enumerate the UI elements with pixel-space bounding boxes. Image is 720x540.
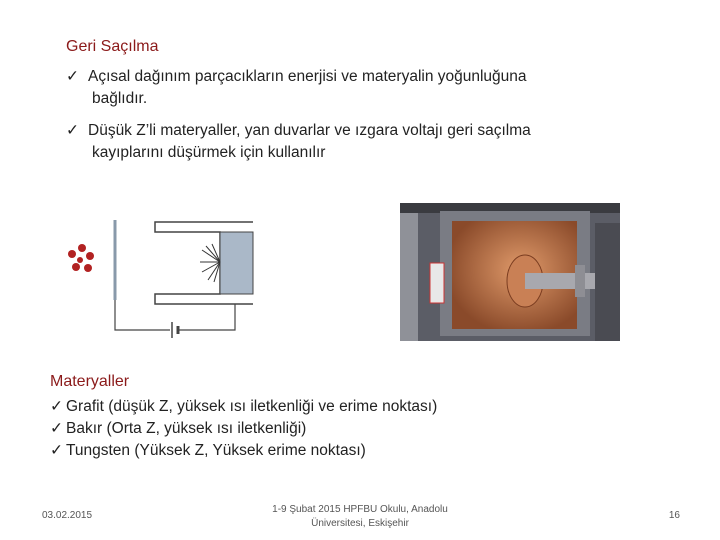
beam-dump-photo (400, 203, 620, 341)
checkmark-icon: ✓ (66, 68, 79, 85)
scatter-arrows (200, 244, 220, 282)
list-item-text: Tungsten (Yüksek Z, Yüksek erime noktası) (66, 442, 366, 459)
bullet-text-cont: kayıplarını düşürmek için kullanılır (92, 144, 326, 161)
bullet-item (66, 120, 666, 164)
section-heading-backscatter: Geri Saçılma (66, 38, 159, 55)
footer-event (250, 503, 470, 531)
bullet-text: Açısal dağınım parçacıkların enerjisi ve materyalin yoğunluğuna (88, 68, 527, 85)
footer-date: 03.02.2015 (42, 510, 93, 521)
collector-back-plate (220, 232, 253, 294)
list-item-text: Bakır (Orta Z, yüksek ısı iletkenliği) (66, 420, 307, 437)
materials-list (50, 396, 650, 462)
bullet-text-cont: bağlıdır. (92, 90, 148, 107)
bullet-item (66, 66, 666, 110)
bullet-text: Düşük Z’li materyaller, yan duvarlar ve ızgara voltajı geri saçılma (88, 122, 531, 139)
checkmark-icon: ✓ (50, 420, 63, 437)
list-item-text: Grafit (düşük Z, yüksek ısı iletkenliği ve erime noktası) (66, 398, 438, 415)
page-number: 16 (668, 510, 680, 521)
footer-event-line: 1-9 Şubat 2015 HPFBU Okulu, Anadolu (272, 504, 448, 515)
list-item (50, 440, 650, 462)
section-heading-materials: Materyaller (50, 373, 130, 390)
list-item (50, 396, 650, 418)
footer-event-line: Üniversitesi, Eskişehir (311, 518, 409, 529)
checkmark-icon: ✓ (50, 442, 63, 459)
particle-cluster (68, 244, 94, 272)
backscatter-diagram (60, 210, 260, 355)
checkmark-icon: ✓ (66, 122, 79, 139)
checkmark-icon: ✓ (50, 398, 63, 415)
list-item (50, 418, 650, 440)
circuit-wire-right (178, 304, 235, 330)
